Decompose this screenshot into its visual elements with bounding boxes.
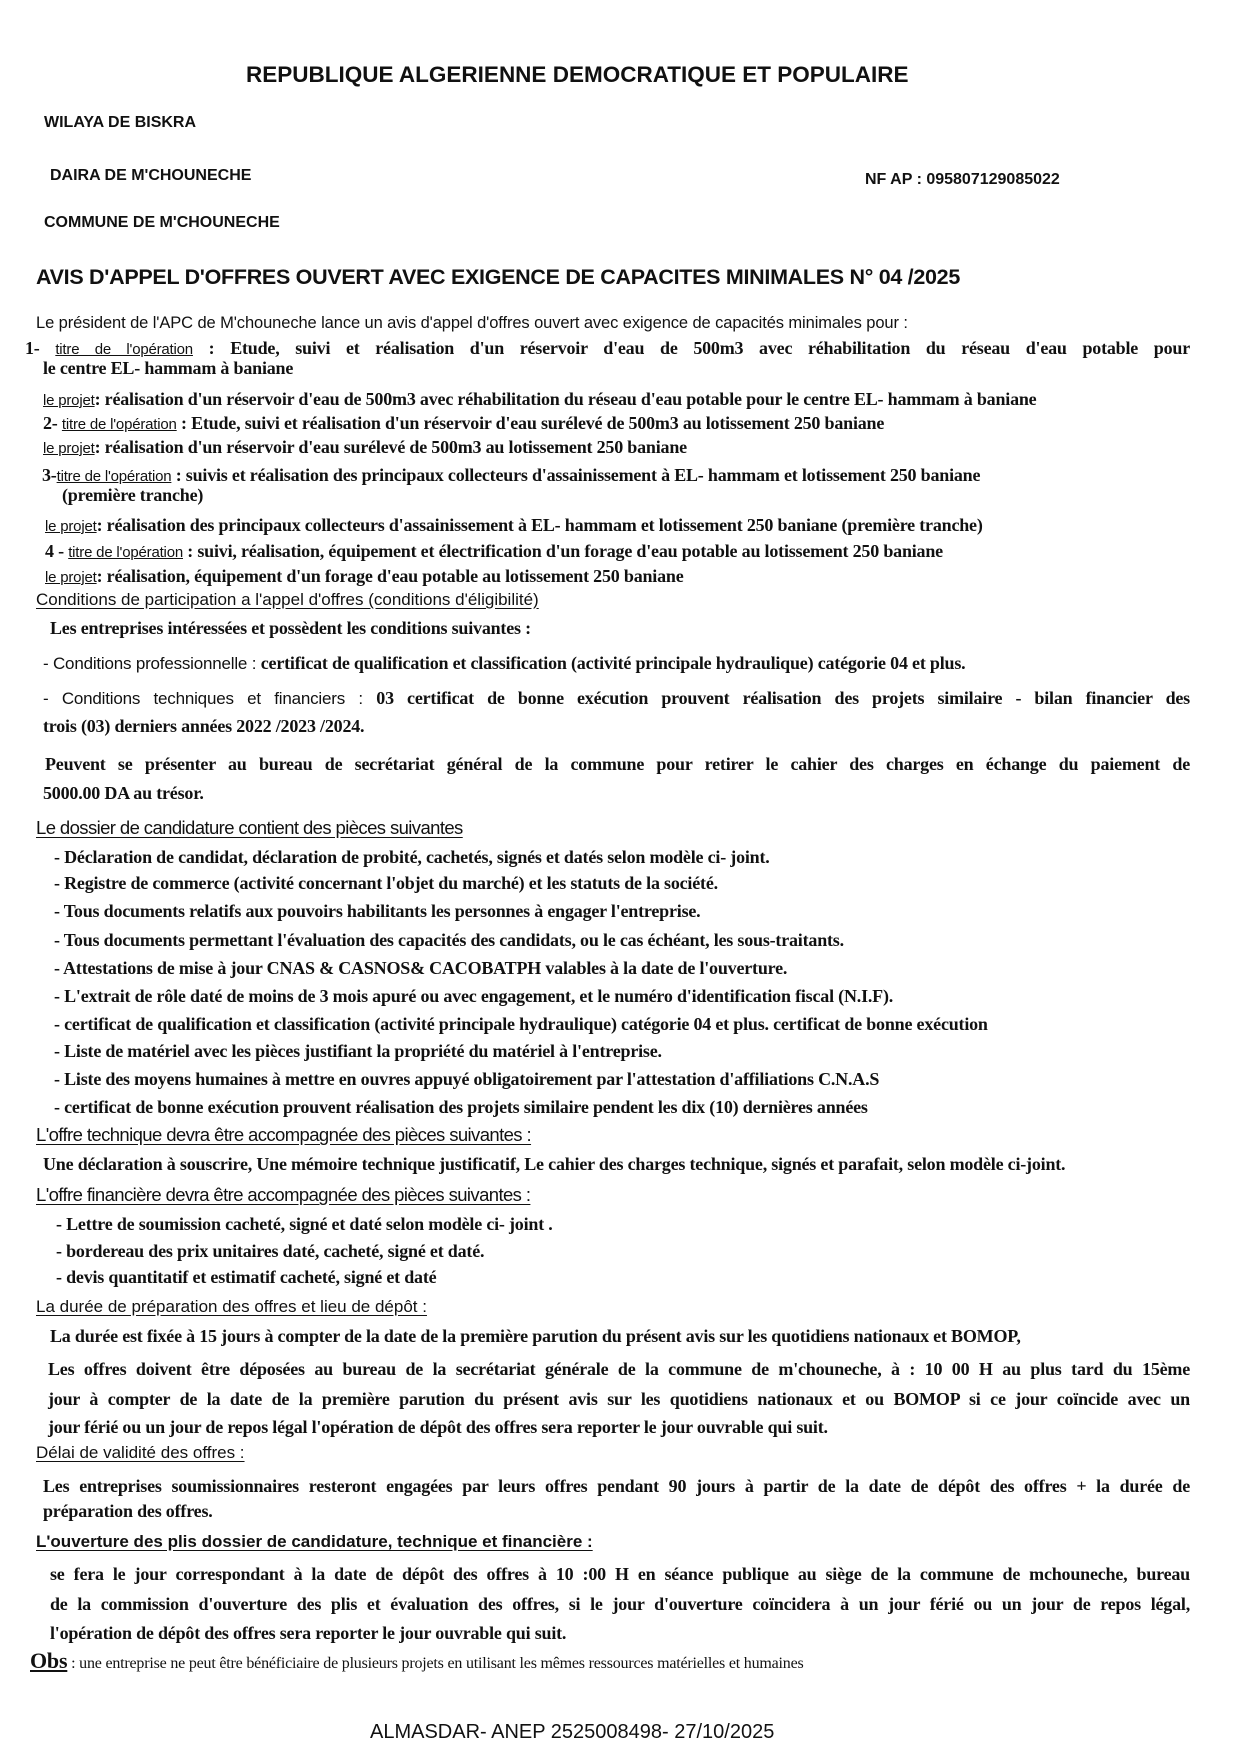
retrait-text-cont (43, 782, 204, 804)
text: Liste des moyens humaines à mettre en ouvres appuyé obligatoirement par l'attestation d'affiliations C.N.A.S (64, 1069, 880, 1089)
text: (première tranche) (62, 485, 204, 505)
notice-title (36, 266, 960, 288)
text: Une déclaration à souscrire, Une mémoire technique justificatif, Le cahier des charges technique, signés et parafait, selon modèle ci-joint. (43, 1154, 1066, 1174)
text: : suivi, réalisation, équipement et électrification d'un forage d'eau potable au lotissement 250 baniane (182, 541, 943, 561)
commune-label (44, 212, 280, 234)
text: certificat de qualification et classification (activité principale hydraulique) catégorie 04 et plus. (260, 653, 966, 673)
republic-heading (246, 64, 909, 86)
conditions-heading (36, 589, 539, 611)
text: jour à compter de la date de la première parution du présent avis sur les quotidiens nationaux et ou BOMOP si ce jour coïncide avec un (48, 1389, 1190, 1409)
bullet-dash: - (54, 1014, 65, 1034)
text: Registre de commerce (activité concernant l'objet du marché) et les statuts de la société. (64, 873, 718, 893)
bullet-dash: - (54, 873, 65, 893)
text: : réalisation d'un réservoir d'eau de 500m3 avec réhabilitation du réseau d'eau potable pour le centre EL- hammam à baniane (94, 389, 1037, 409)
text: Tous documents relatifs aux pouvoirs habilitants les personnes à engager l'entreprise. (63, 901, 701, 921)
text: : Etude, suivi et réalisation d'un réservoir d'eau surélevé de 500m3 au lotissement 250 baniane (176, 413, 885, 433)
duree-line (48, 1416, 828, 1438)
text: L'offre technique devra être accompagnée des pièces suivantes : (36, 1124, 532, 1145)
bullet-dash: - (54, 847, 65, 867)
text: COMMUNE DE M'CHOUNECHE (44, 214, 280, 231)
operation-title (43, 412, 884, 434)
text: La durée est fixée à 15 jours à compter de la date de la première parution du présent avis sur les quotidiens nationaux et BOMOP, (50, 1326, 1021, 1346)
underlined-label: le projet (43, 440, 95, 457)
text: ALMASDAR- ANEP 2525008498- 27/10/2025 (370, 1721, 775, 1743)
text: trois (03) derniers années 2022 /2023 /2024. (43, 716, 365, 736)
text: NF AP : 095807129085022 (865, 171, 1060, 188)
operation-project (43, 388, 1036, 410)
text: Tous documents permettant l'évaluation des capacités des candidats, ou le cas échéant, les sous-traitants. (63, 930, 844, 950)
text: 2- (43, 413, 62, 433)
operation-project (45, 565, 684, 587)
conditions-technical-cont (43, 715, 364, 737)
underlined-label: le projet (45, 518, 97, 535)
dossier-item (54, 957, 787, 979)
conditions-intro (50, 617, 531, 639)
text: Lettre de soumission cacheté, signé et daté selon modèle ci- joint . (66, 1214, 553, 1234)
bullet-dash: - (54, 986, 65, 1006)
dossier-heading (36, 817, 463, 839)
dossier-item (54, 929, 844, 951)
text: DAIRA DE M'CHOUNECHE (50, 167, 252, 184)
text: - Conditions professionnelle : (43, 654, 261, 673)
ouverture-line (50, 1563, 1190, 1585)
text: certificat de qualification et classification (activité principale hydraulique) catégorie 04 et plus. certificat de bonne exécution (64, 1014, 988, 1034)
text: Attestations de mise à jour CNAS & CASNOS& CACOBATPH valables à la date de l'ouverture. (63, 958, 788, 978)
text: de la commission d'ouverture des plis et évaluation des offres, si le jour d'ouverture coïncidera à un jour férié ou un jour de repos légal, (50, 1594, 1190, 1614)
operation-title (45, 540, 943, 562)
offre-technique-text (43, 1153, 1065, 1175)
bullet-dash: - (56, 1241, 67, 1261)
text: Les entreprises intéressées et possèdent les conditions suivantes : (50, 618, 531, 638)
underlined-label: titre de l'opération (56, 468, 172, 485)
dossier-item (54, 1068, 879, 1090)
text: WILAYA DE BISKRA (44, 114, 197, 131)
text: : suivis et réalisation des principaux collecteurs d'assainissement à EL- hammam et lotissement 250 baniane (171, 465, 981, 485)
duree-line (48, 1358, 1190, 1380)
text: REPUBLIQUE ALGERIENNE DEMOCRATIQUE ET POPULAIRE (246, 62, 909, 87)
operation-project (45, 514, 983, 536)
text: 03 certificat de bonne exécution prouvent réalisation des projets similaire - bilan financier des (376, 688, 1190, 708)
obs-note (30, 1650, 804, 1672)
operation-title (25, 337, 1190, 359)
bullet-dash: - (54, 1069, 65, 1089)
ouverture-heading (36, 1531, 593, 1553)
text: : réalisation d'un réservoir d'eau surélevé de 500m3 au lotissement 250 baniane (94, 437, 687, 457)
footer-reference (370, 1721, 774, 1743)
dossier-item (54, 985, 893, 1007)
bullet-dash: - (56, 1267, 67, 1287)
text: jour férié ou un jour de repos légal l'opération de dépôt des offres sera reporter le jour ouvrable qui suit. (48, 1417, 828, 1437)
bullet-dash: - (54, 1097, 65, 1117)
text: : Etude, suivi et réalisation d'un réservoir d'eau de 500m3 avec réhabilitation du réseau d'eau potable pour (192, 338, 1190, 358)
retrait-text (45, 753, 1190, 775)
dossier-item (54, 1013, 988, 1035)
text: 1- (25, 338, 56, 358)
text: AVIS D'APPEL D'OFFRES OUVERT AVEC EXIGENCE DE CAPACITES MINIMALES N° 04 /2025 (36, 265, 960, 289)
text: L'offre financière devra être accompagnée des pièces suivantes : (36, 1184, 531, 1205)
text: : réalisation des principaux collecteurs d'assainissement à EL- hammam et lotissement 250 baniane (première tranche) (96, 515, 983, 535)
offre-technique-heading (36, 1124, 531, 1146)
dossier-item (54, 872, 718, 894)
text: Les offres doivent être déposées au bureau de la secrétariat générale de la commune de m'chouneche, à : 10 00 H au plus tard du 15ème (48, 1359, 1190, 1379)
text: 5000.00 DA au trésor. (43, 783, 204, 803)
ouverture-line (50, 1622, 566, 1644)
intro-text (36, 312, 908, 334)
dossier-item (54, 900, 700, 922)
text: : réalisation, équipement d'un forage d'eau potable au lotissement 250 baniane (96, 566, 684, 586)
validite-line (43, 1475, 1190, 1497)
bullet-dash: - (54, 901, 64, 921)
duree-line (50, 1325, 1021, 1347)
text: 3- (42, 465, 57, 485)
text: Déclaration de candidat, déclaration de probité, cachetés, signés et datés selon modèle ci- joint. (64, 847, 770, 867)
underlined-label: le projet (43, 392, 95, 409)
operation-project (43, 436, 687, 458)
dossier-item (54, 846, 770, 868)
validite-line (43, 1500, 213, 1522)
text: L'extrait de rôle daté de moins de 3 mois apuré ou avec engagement, et le numéro d'identification fiscal (N.I.F). (64, 986, 894, 1006)
duree-heading (36, 1296, 427, 1318)
text: devis quantitatif et estimatif cacheté, signé et daté (66, 1267, 437, 1287)
text: - Conditions techniques et financiers : (43, 689, 377, 708)
text: Conditions de participation a l'appel d'offres (conditions d'éligibilité) (36, 590, 539, 609)
conditions-technical (43, 687, 1190, 709)
offre-financiere-item (56, 1213, 553, 1235)
offre-financiere-heading (36, 1184, 530, 1206)
offre-financiere-item (56, 1240, 484, 1262)
text: L'ouverture des plis dossier de candidature, technique et financière : (36, 1532, 593, 1551)
text: Liste de matériel avec les pièces justifiant la propriété du matériel à l'entreprise. (64, 1041, 662, 1061)
underlined-label: titre de l'opération (68, 544, 183, 561)
bullet-dash: - (56, 1214, 67, 1234)
text: certificat de bonne exécution prouvent réalisation des projets similaire pendent les dix (10) dernières années (64, 1097, 868, 1117)
offre-financiere-item (56, 1266, 436, 1288)
ouverture-line (50, 1593, 1190, 1615)
duree-line (48, 1388, 1190, 1410)
operation-title (42, 464, 980, 486)
text: Peuvent se présenter au bureau de secrétariat général de la commune pour retirer le cahier des charges en échange du paiement de (45, 754, 1190, 774)
text: La durée de préparation des offres et lieu de dépôt : (36, 1297, 427, 1316)
underlined-label: le projet (45, 569, 97, 586)
nf-ap-number (865, 169, 1060, 191)
text: Les entreprises soumissionnaires resteront engagées par leurs offres pendant 90 jours à partir de la date de dépôt des offres + la durée de (43, 1476, 1190, 1496)
validite-heading (36, 1442, 245, 1464)
text: l'opération de dépôt des offres sera reporter le jour ouvrable qui suit. (50, 1623, 567, 1643)
conditions-professional (43, 652, 965, 674)
text: Le dossier de candidature contient des pièces suivantes (36, 817, 463, 838)
text: : une entreprise ne peut être bénéficiaire de plusieurs projets en utilisant les mêmes ressources matérielles et humaines (67, 1655, 804, 1672)
text: préparation des offres. (43, 1501, 213, 1521)
text: Délai de validité des offres : (36, 1443, 245, 1462)
bullet-dash: - (54, 930, 64, 950)
text: 4 - (45, 541, 69, 561)
bullet-dash: - (54, 958, 64, 978)
dossier-item (54, 1040, 662, 1062)
dossier-item (54, 1096, 868, 1118)
underlined-label: titre de l'opération (61, 416, 177, 433)
text: Obs (30, 1648, 68, 1673)
wilaya-label (44, 112, 196, 134)
text: se fera le jour correspondant à la date de dépôt des offres à 10 :00 H en séance publique au siège de la commune de mchouneche, bureau (50, 1564, 1190, 1584)
underlined-label: titre de l'opération (55, 341, 193, 358)
operation-title-cont (62, 484, 203, 506)
bullet-dash: - (54, 1041, 65, 1061)
text: bordereau des prix unitaires daté, cacheté, signé et daté. (66, 1241, 485, 1261)
operation-title-cont (43, 357, 293, 379)
text: Le président de l'APC de M'chouneche lance un avis d'appel d'offres ouvert avec exigence de capacités minimales pour : (36, 314, 908, 332)
text: le centre EL- hammam à baniane (43, 358, 294, 378)
daira-label (50, 165, 251, 187)
